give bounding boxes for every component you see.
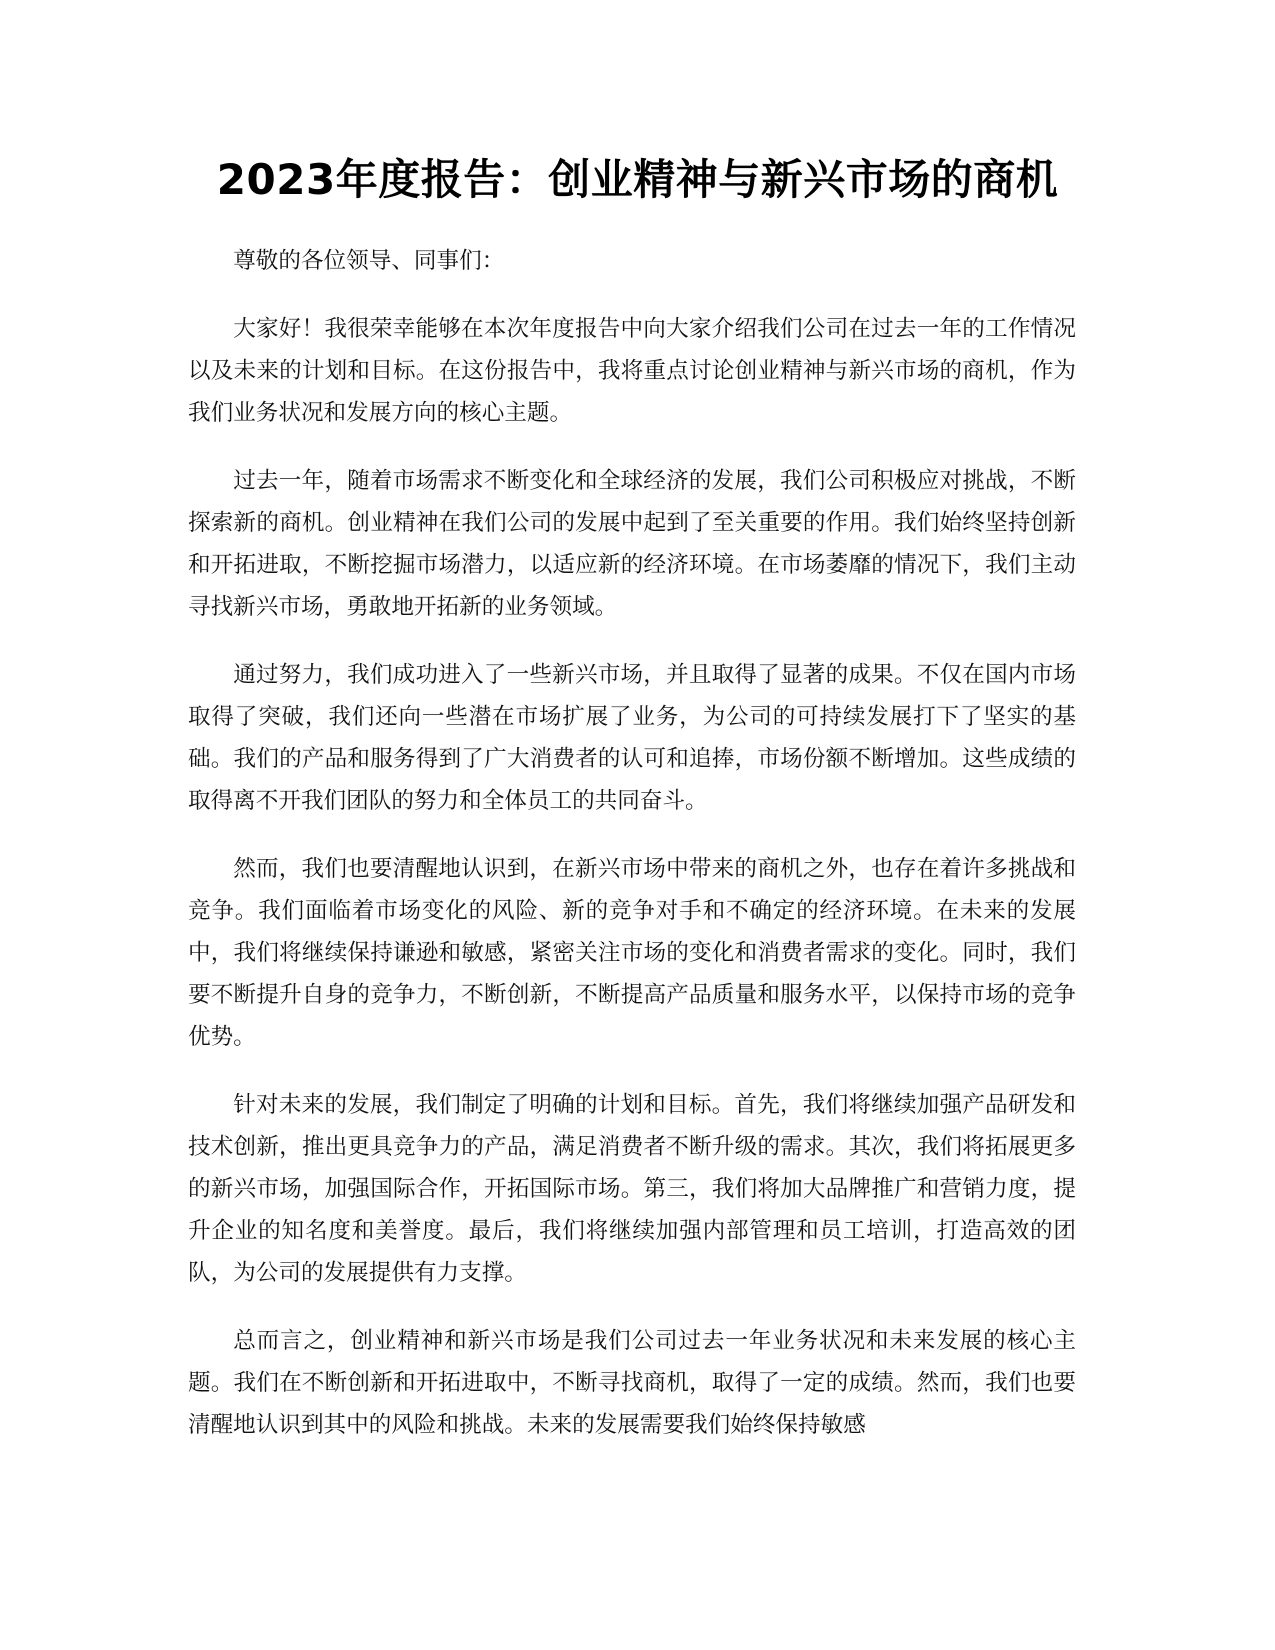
document-body (188, 240, 1076, 1472)
document-title: 2023年度报告：创业精神与新兴市场的商机 (216, 155, 1059, 204)
paragraph: 大家好！我很荣幸能够在本次年度报告中向大家介绍我们公司在过去一年的工作情况以及未来的计划和目标。在这份报告中，我将重点讨论创业精神与新兴市场的商机，作为我们业务状况和发展方向的核心主题。 (188, 316, 1076, 426)
salutation: 尊敬的各位领导、同事们： (233, 248, 505, 274)
paragraph: 通过努力，我们成功进入了一些新兴市场，并且取得了显著的成果。不仅在国内市场取得了突破，我们还向一些潜在市场扩展了业务，为公司的可持续发展打下了坚实的基础。我们的产品和服务得到了广大消费者的认可和追捧，市场份额不断增加。这些成绩的取得离不开我们团队的努力和全体员工的共同奋斗。 (188, 662, 1076, 814)
paragraph: 总而言之，创业精神和新兴市场是我们公司过去一年业务状况和未来发展的核心主题。我们在不断创新和开拓进取中，不断寻找商机，取得了一定的成绩。然而，我们也要清醒地认识到其中的风险和挑战。未来的发展需要我们始终保持敏感 (188, 1328, 1076, 1438)
paragraph: 然而，我们也要清醒地认识到，在新兴市场中带来的商机之外，也存在着许多挑战和竞争。我们面临着市场变化的风险、新的竞争对手和不确定的经济环境。在未来的发展中，我们将继续保持谦逊和敏感，紧密关注市场的变化和消费者需求的变化。同时，我们要不断提升自身的竞争力，不断创新，不断提高产品质量和服务水平，以保持市场的竞争优势。 (188, 856, 1076, 1050)
paragraph: 过去一年，随着市场需求不断变化和全球经济的发展，我们公司积极应对挑战，不断探索新的商机。创业精神在我们公司的发展中起到了至关重要的作用。我们始终坚持创新和开拓进取，不断挖掘市场潜力，以适应新的经济环境。在市场萎靡的情况下，我们主动寻找新兴市场，勇敢地开拓新的业务领域。 (188, 468, 1076, 620)
paragraph: 针对未来的发展，我们制定了明确的计划和目标。首先，我们将继续加强产品研发和技术创新，推出更具竞争力的产品，满足消费者不断升级的需求。其次，我们将拓展更多的新兴市场，加强国际合作，开拓国际市场。第三，我们将加大品牌推广和营销力度，提升企业的知名度和美誉度。最后，我们将继续加强内部管理和员工培训，打造高效的团队，为公司的发展提供有力支撑。 (188, 1092, 1076, 1286)
